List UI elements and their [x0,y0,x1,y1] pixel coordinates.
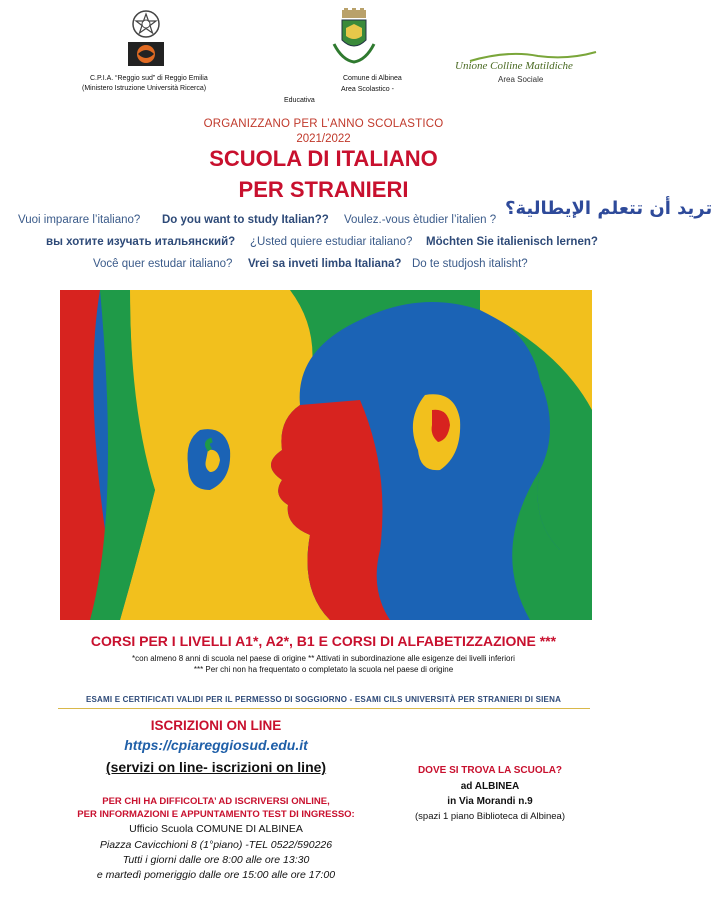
difficulty-line-2: PER INFORMAZIONI E APPUNTAMENTO TEST DI INGRESSO: [77,809,355,820]
enroll-url-link[interactable]: https://cpiareggiosud.edu.it [124,737,308,753]
location-details: (spazi 1 piano Biblioteca di Albinea) [415,811,565,822]
question-romanian: Vrei sa inveti limba Italiana? [248,258,402,270]
comune-area-cont: Educativa [284,97,315,104]
cpia-ministry: (Ministero Istruzione Università Ricerca) [82,85,207,92]
office-address: Piazza Cavicchioni 8 (1°piano) -TEL 0522/590226 [99,839,333,851]
courses-title: CORSI PER I LIVELLI A1*, A2*, B1 E CORSI DI ALFABETIZZAZIONE *** [90,633,557,649]
comune-area: Area Scolastico - [341,86,394,93]
question-english-wrap [162,214,329,226]
question-english: Do you want to study Italian?? [162,214,329,226]
main-title-line2: PER STRANIERI [238,177,409,202]
cpia-name: C.P.I.A. “Reggio sud” di Reggio Emilia [90,75,208,82]
question-italian: Vuoi imparare l’italiano? [18,214,141,226]
courses-note-1: *con almeno 8 anni di scuola nel paese di origine ** Attivati in subordinazione alle esigenze dei livelli inferiori [132,654,515,663]
question-albanian: Do te studjosh italisht? [412,258,528,270]
location-question: DOVE SI TROVA LA SCUOLA? [417,765,563,776]
question-portuguese: Você quer estudar italiano? [93,258,233,270]
unione-subtitle: Area Sociale [498,75,544,84]
enroll-services: (servizi on line- iscrizioni on line) [105,759,327,775]
two-profiles-talking-art [60,290,592,620]
question-french: Voulez.-vous ètudier l’italien ? [344,214,497,226]
question-spanish: ¿Usted quiere estudiar italiano? [250,236,413,248]
office-hours-1: Tutti i giorni dalle ore 8:00 alle ore 13:30 [122,854,310,866]
main-title-line1: SCUOLA DI ITALIANO [209,146,438,171]
divider [58,708,590,709]
office-hours-2: e martedì pomeriggio dalle ore 15:00 alle ore 17:00 [96,869,336,881]
unione-title: Unione Colline Matildiche [455,60,573,72]
cpia-seal-icon [128,42,164,66]
question-romanian-wrap [248,258,401,270]
organizers-line: ORGANIZZANO PER L’ANNO SCOLASTICO [203,118,444,130]
question-russian-wrap [46,236,235,248]
albinea-crest-icon [332,8,376,64]
enroll-title: ISCRIZIONI ON LINE [150,718,282,733]
school-year: 2021/2022 [296,133,351,145]
exams-line: ESAMI E CERTIFICATI VALIDI PER IL PERMESSO DI SOGGIORNO - ESAMI CILS UNIVERSITÀ PER STRANIERI DI SIENA [85,695,562,704]
italian-republic-emblem-icon [130,8,162,40]
courses-note-2: *** Per chi non ha frequentato o completato la scuola nel paese di origine [193,665,454,674]
question-russian: вы хотите изучать итальянский? [46,236,236,248]
location-place: ad ALBINEA [460,781,520,792]
comune-name: Comune di Albinea [343,75,402,82]
difficulty-line-1: PER CHI HA DIFFICOLTA’ AD ISCRIVERSI ONLINE, [102,796,330,807]
question-german-wrap [426,236,598,248]
office-name: Ufficio Scuola COMUNE DI ALBINEA [129,823,303,835]
question-german: Möchten Sie italienisch lernen? [426,236,598,248]
question-arabic: تريد أن تتعلم الإيطالية؟ [505,198,712,219]
location-street: in Via Morandi n.9 [447,796,533,807]
